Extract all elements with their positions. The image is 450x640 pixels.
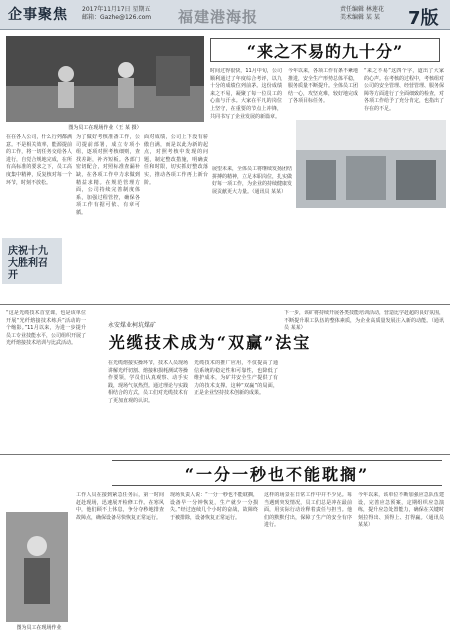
- designer-line: 美术编辑 某 某: [340, 14, 380, 21]
- article3-photo: [6, 512, 68, 622]
- article1-photo: [6, 36, 204, 122]
- article1-column-d: 为了做好考核准备工作，公司提前部署，成立专项小组，逐项对照考核细则，查找差距，补齐短板。各部门密切配合，对照标准查漏补缺，在各项工作中力求做到精益求精。在规范管理方面，公司持续完善制度体系，加强过程管控，确保各项工作有据可依、有章可循。: [76, 134, 140, 216]
- article1-photo-caption: 图为员工在现场作业（王 某 摄）: [68, 125, 142, 131]
- article2-headline: 光缆技术成为“双赢”法宝: [108, 332, 312, 352]
- article2-intro: “这是光缆技术首堂课，也是该单位开展“光纤熔接技术练兵”活动的一个缩影。”11月以来，为进一步提升员工专业技能水平，公司组织开展了光纤熔接技术培训与比武活动。: [6, 310, 86, 347]
- worker-photo-illustration: [6, 512, 68, 622]
- article1-column-g: 展望未来，全体员工将继续发扬团结拼搏的精神，立足本职岗位，扎实做好每一项工作，为企业的持续健康发展贡献更大力量。（通讯员 某某）: [212, 166, 292, 195]
- article1-headline: “来之不易的九十分”: [210, 38, 440, 62]
- article1-column-c: 今年以来，各项工作有条不紊地推进，安全生产形势总体平稳，服务质量不断提升。全体员工团结一心，攻坚克难，较好地完成了各项目标任务。: [288, 68, 358, 105]
- article3-headline: “一分一秒也不能耽搁”: [112, 460, 442, 486]
- article2-column-b: 光缆技术的推广应用，不仅提高了通信系统的稳定性和可靠性，也降低了维护成本，为矿井安全生产提供了有力的技术支撑。这种“双赢”的局面，正是企业坚持技术创新的成果。: [194, 360, 278, 397]
- article1-column-a: 在在各人公司，什么行列都满意。不是相关效率，能源提前的工作，将一切任务交给各人进行，自觉合规地完成，在所有高标准的要求之下，员工高度集中精神，反复核对每一个环节，时刻不放松。: [6, 134, 72, 186]
- section-title: 企事聚焦: [8, 7, 68, 23]
- masthead: [0, 0, 450, 30]
- article2-byline: 永安煤业柯坑煤矿: [108, 322, 157, 329]
- editor-line: 责任编辑 林莲花: [340, 6, 384, 13]
- editors: [340, 6, 400, 22]
- workers-photo-illustration: [6, 36, 204, 122]
- article3-column-d: 今年以来，该单位不断加强应急队伍建设，完善应急预案，定期组织应急演练，提升应急处置能力，确保在关键时刻拉得出、顶得上、打得赢。（通讯员 某某）: [358, 492, 444, 529]
- newspaper-title: 福建港海报: [178, 8, 259, 26]
- page-number: 7版: [408, 8, 439, 29]
- article1-column-b: 时间过得很快，11月中旬，公司顺利通过了年度综合考评，以九十分的成绩位列前茅。这份成绩来之不易，凝聚了每一位员工的心血与汗水。大家在平凡的岗位上坚守，在重要的节点上冲锋，共同书写了企业发展的新篇章。: [210, 68, 282, 120]
- issue-date: 2017年11月17日 星期五: [82, 6, 151, 13]
- article3-photo-caption: 图为员工在现场作业: [16, 625, 62, 631]
- article3-column-a: 工作人员在接到紧急任务后，第一时间赶赴现场，迅速展开检修工作。在寒风中，他们顾不上休息，争分夺秒地排查故障点，确保设备尽快恢复正常运行。: [76, 492, 164, 521]
- article2-column-a: 在光缆熔接实操环节，技术人员现场讲解光纤切割、熔接和损耗测试等操作要领，学员们认真观察、动手实践，现场气氛热烈。通过理论与实践相结合的方式，员工们对光缆技术有了更加直观的认识。: [108, 360, 188, 404]
- article3-column-c: 这样的场景在日常工作中并不少见。每当遇到突发情况，员工们总是冲在最前面，用实际行动诠释着责任与担当。他们的默默付出，保障了生产的安全有序进行。: [264, 492, 352, 529]
- exhibition-hall-illustration: [296, 120, 446, 208]
- section-divider-2: [0, 454, 450, 455]
- sidebar-title: 庆祝十九大胜利召开: [8, 246, 48, 281]
- article1-column-e: “来之不易”这四个字，道出了大家的心声。在考核的过程中，考核组对公司的安全管理、经营管理、服务保障等方面进行了全面细致的检查，对各项工作给予了充分肯定，也指出了存在的不足。: [364, 68, 444, 112]
- article2-column-c: 下一步，该矿将持续开展各类技能培训活动，营造比学赶超的良好氛围，不断提升职工队伍的整体素质，为企业高质量发展注入新的动能。（通讯员 某某）: [284, 310, 444, 332]
- article3-column-b: 现场负责人说：“一分一秒也不能耽搁，设备早一分钟恢复，生产就少一分损失。”经过连续几个小时的奋战，故障终于被排除，设备恢复正常运行。: [170, 492, 258, 521]
- article1-column-f: 面对成绩，公司上下没有骄傲自满，而是以此为新的起点，对照考核中发现的问题，制定整改措施，明确责任和时限，切实抓好整改落实，推动各项工作再上新台阶。: [144, 134, 208, 186]
- issue-meta: [82, 6, 151, 22]
- exhibition-photo: [296, 120, 446, 208]
- issue-email: 邮箱：Gazhe@126.com: [82, 14, 152, 21]
- section-divider-1: [0, 304, 450, 305]
